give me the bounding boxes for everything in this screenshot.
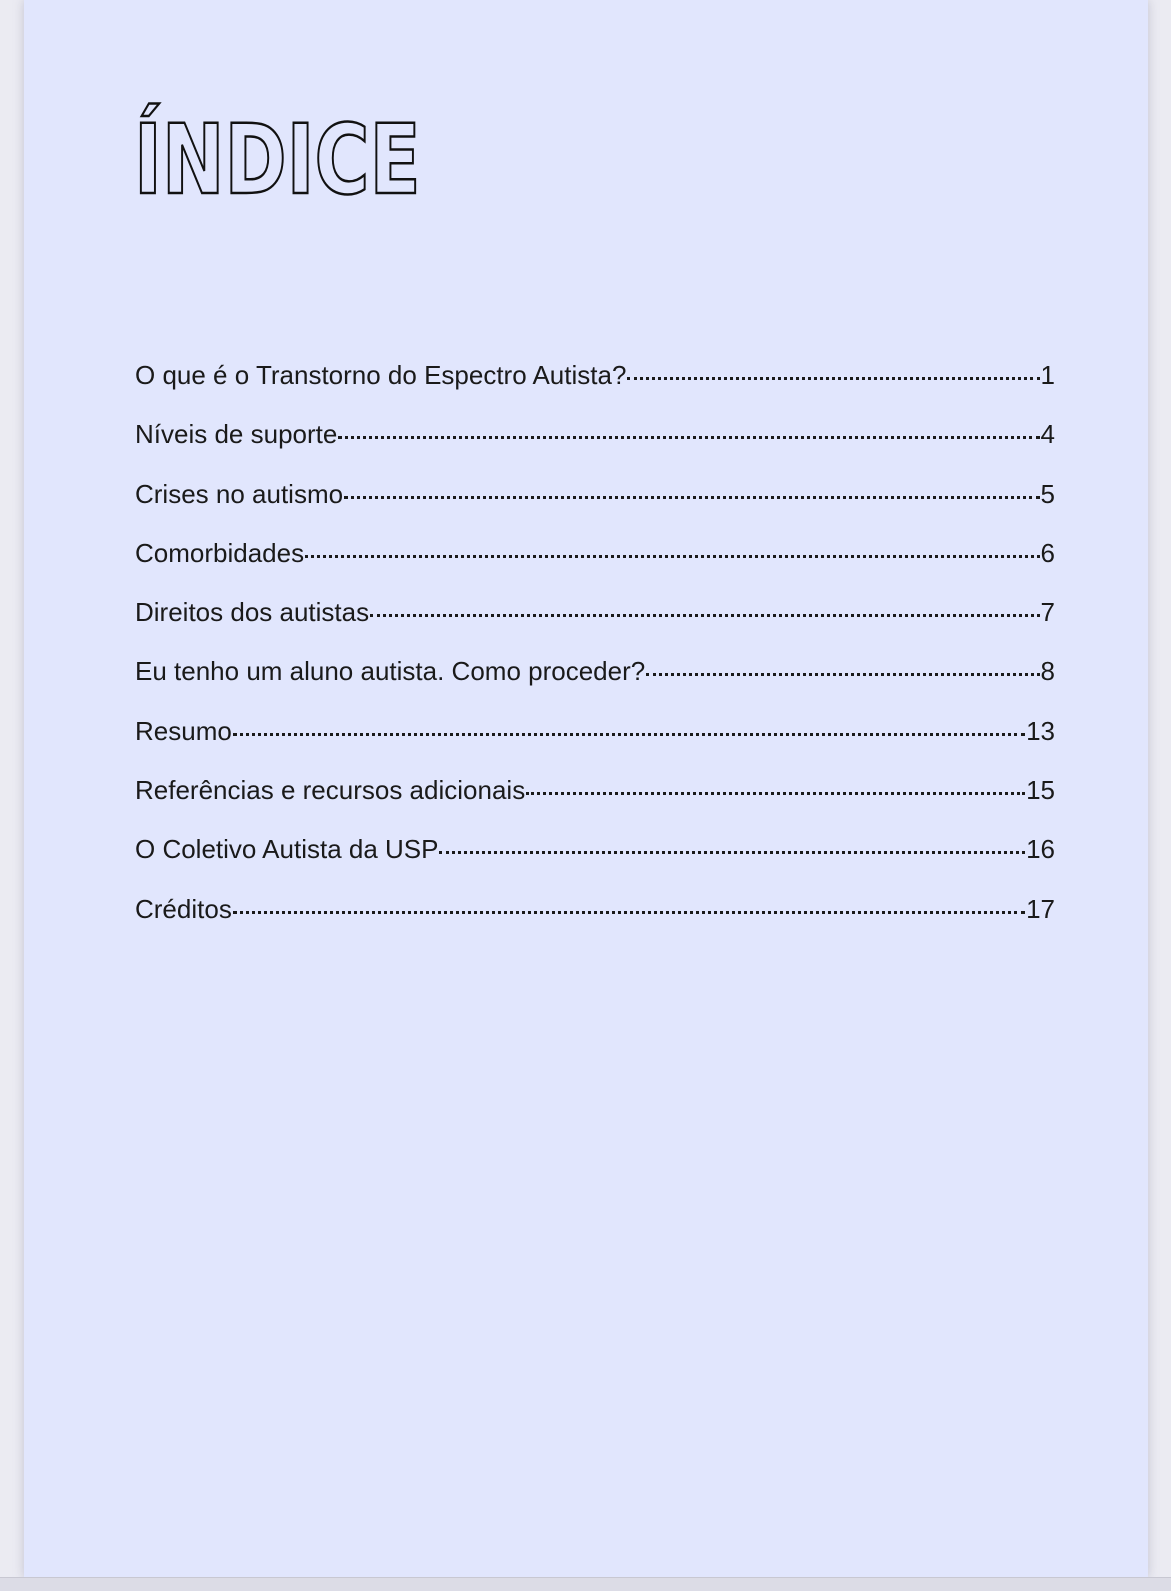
toc-entry[interactable] (135, 716, 1055, 775)
toc-entry-label: Comorbidades (135, 537, 305, 568)
toc-entry-label: Direitos dos autistas (135, 597, 370, 628)
page-title: ÍNDICE (134, 104, 421, 216)
toc-entry-label: Crises no autismo (135, 478, 344, 509)
toc-entry[interactable] (135, 656, 1055, 715)
toc-entry-label: Níveis de suporte (135, 419, 338, 450)
toc-leader-dots (233, 733, 1025, 736)
toc-leader-dots (344, 496, 1039, 499)
toc-leader-dots (233, 911, 1025, 914)
toc-entry-label: Créditos (135, 893, 232, 924)
toc-entry-page: 1 (1040, 360, 1055, 390)
toc-entry[interactable] (135, 479, 1055, 538)
toc-leader-dots (627, 377, 1039, 380)
toc-entry-page: 15 (1026, 775, 1055, 806)
toc-entry[interactable] (135, 834, 1055, 893)
toc-entry-page: 6 (1040, 537, 1055, 568)
toc-entry-page: 5 (1040, 478, 1055, 509)
toc-leader-dots (526, 792, 1025, 795)
toc-entry[interactable] (135, 775, 1055, 834)
toc-entry-page: 13 (1026, 715, 1055, 746)
toc-entry[interactable] (135, 894, 1055, 953)
toc-entry-label: Referências e recursos adicionais (135, 775, 526, 806)
toc-leader-dots (646, 673, 1039, 676)
table-of-contents (135, 360, 1055, 953)
toc-entry-label: O Coletivo Autista da USP (135, 834, 439, 865)
toc-entry-label: Eu tenho um aluno autista. Como proceder? (135, 656, 646, 687)
toc-entry-label: Resumo (135, 715, 232, 746)
toc-entry[interactable] (135, 419, 1055, 478)
toc-leader-dots (305, 555, 1039, 558)
toc-leader-dots (439, 851, 1025, 854)
toc-entry-page: 4 (1040, 419, 1055, 450)
toc-leader-dots (370, 614, 1039, 617)
toc-entry-page: 16 (1026, 834, 1055, 865)
toc-entry-label: O que é o Transtorno do Espectro Autista? (135, 360, 627, 390)
toc-entry[interactable] (135, 597, 1055, 656)
toc-entry[interactable] (135, 360, 1055, 419)
toc-leader-dots (338, 436, 1039, 439)
toc-entry-page: 7 (1040, 597, 1055, 628)
toc-entry-page: 8 (1040, 656, 1055, 687)
toc-entry[interactable] (135, 538, 1055, 597)
document-page (24, 0, 1148, 1578)
toc-entry-page: 17 (1026, 893, 1055, 924)
viewer-bottom-bar (0, 1577, 1171, 1591)
